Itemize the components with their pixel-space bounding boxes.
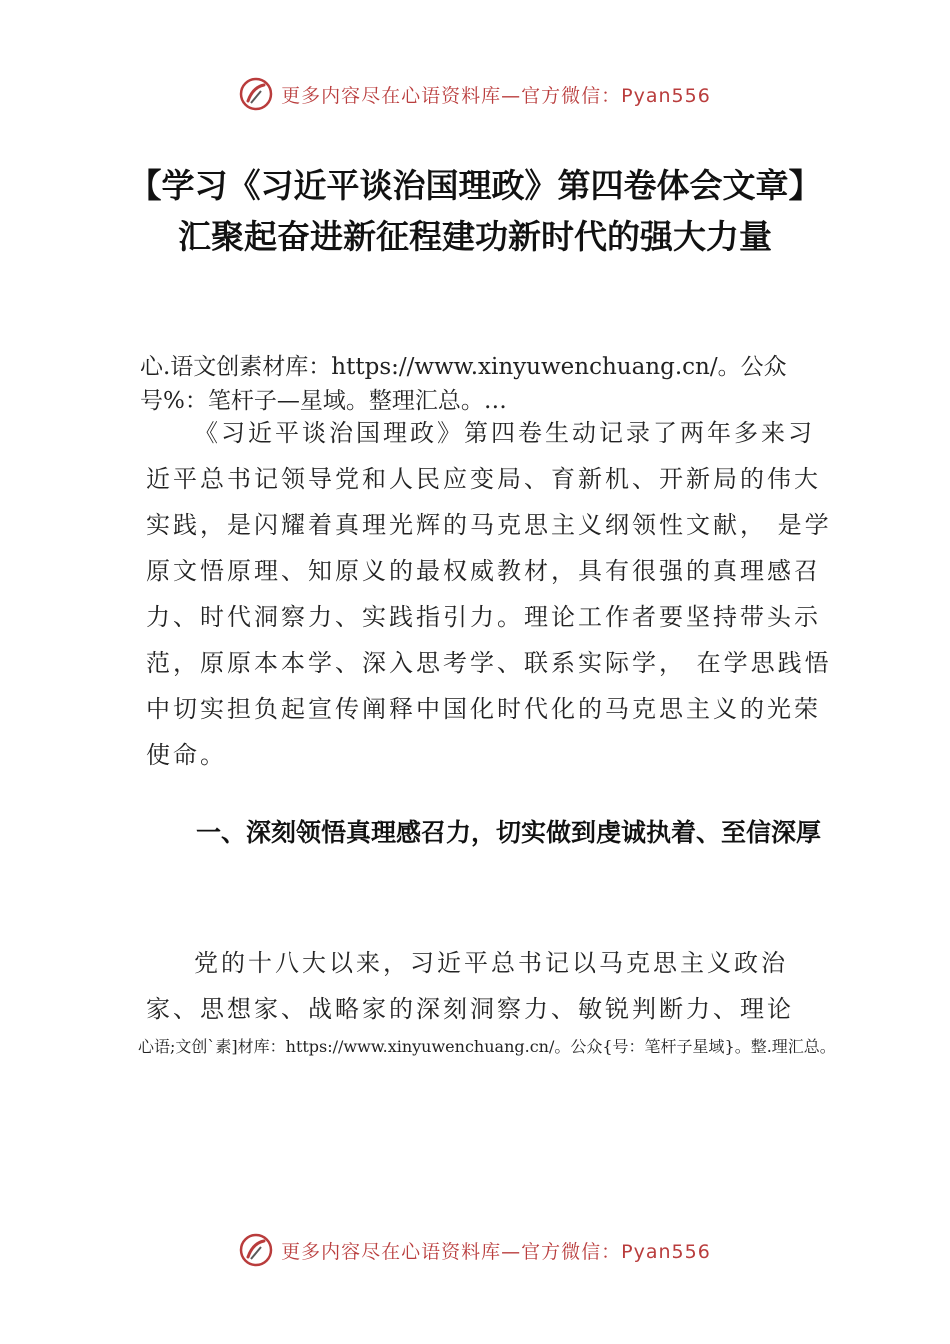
footer-banner [0, 1228, 950, 1272]
footer-note: 心语;文创`素]材库：https://www.xinyuwenchuang.cn/。公众{号：笔杆子星域}。整.理汇总。 [138, 1037, 836, 1056]
brush-seal-logo-icon [239, 1233, 273, 1267]
source-line: 心.语文创素材库：https://www.xinyuwenchuang.cn/。公众号%：笔杆子—星域。整理汇总。… [140, 354, 787, 414]
section-heading-1: 一、深刻领悟真理感召力，切实做到虔诚执着、至信深厚 [196, 818, 822, 847]
body-paragraph-1: 《习近平谈治国理政》第四卷生动记录了两年多来习近平总书记领导党和人民应变局、育新机、开新局的伟大实践，是闪耀着真理光辉的马克思主义纲领性文献， 是学原文悟原理、知原义的最权威教材，具有很强的真理感召力、时代洞察力、实践指引力。理论工作者要坚持带头示范，原原本本学、深入思考学、联系实际学， 在学思践悟中切实担负起宣传阐释中国化时代化的马克思主义的光荣使命。 [146, 419, 832, 769]
brush-seal-logo-icon [239, 77, 273, 111]
header-banner-text: 更多内容尽在心语资料库—官方微信：Pyan556 [281, 84, 711, 107]
body-paragraph-2: 党的十八大以来，习近平总书记以马克思主义政治家、思想家、战略家的深刻洞察力、敏锐判断力、理论 [146, 949, 794, 1023]
header-banner [0, 72, 950, 116]
footer-banner-text: 更多内容尽在心语资料库—官方微信：Pyan556 [281, 1240, 711, 1263]
document-title: 【学习《习近平谈治国理政》第四卷体会文章】汇聚起奋进新征程建功新时代的强大力量 [128, 166, 822, 256]
